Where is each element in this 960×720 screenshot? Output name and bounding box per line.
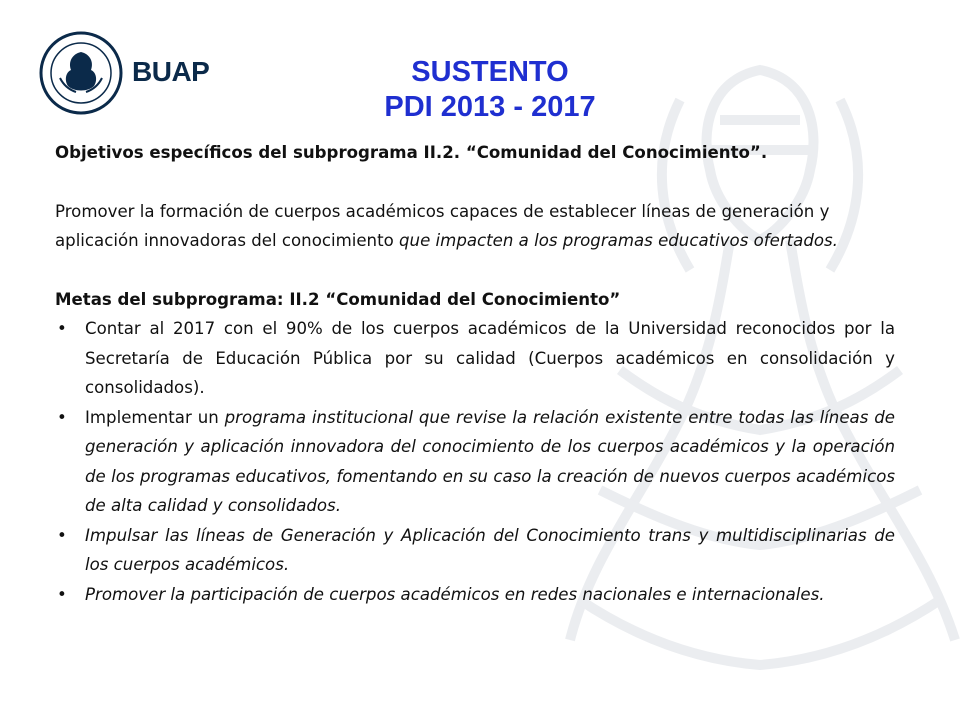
objectives-text: Promover la formación de cuerpos académicos capaces de establecer líneas de generación y aplicación innovadoras del conocimiento: [55, 201, 830, 250]
logo-wordmark: BUAP: [132, 56, 210, 87]
bullet-icon: •: [57, 319, 67, 338]
list-item: [55, 580, 895, 610]
objectives-text-italic: que impacten a los programas educativos ofertados.: [399, 231, 838, 250]
objectives-heading: Objetivos específicos del subprograma II.2. “Comunidad del Conocimiento”.: [55, 143, 768, 162]
list-item-text-italic: Impulsar las líneas de Generación y Aplicación del Conocimiento trans y multidisciplinarias de los cuerpos académicos.: [85, 525, 895, 574]
goals-heading: Metas del subprograma: II.2 “Comunidad del Conocimiento”: [55, 289, 621, 309]
bullet-icon: •: [57, 525, 67, 545]
list-item-text: Implementar un: [85, 407, 225, 427]
goals-list: [55, 314, 895, 609]
bullet-icon: •: [57, 407, 67, 427]
list-item: [55, 314, 895, 403]
list-item: [55, 521, 895, 580]
list-item-text-italic: Promover la participación de cuerpos académicos en redes nacionales e internacionales.: [85, 584, 825, 604]
bullet-icon: •: [57, 584, 67, 604]
objectives-paragraph: [55, 197, 895, 256]
list-item-text: Contar al 2017 con el 90% de los cuerpos académicos de la Universidad reconocidos por la Secretaría de Educación Pública por su calidad (Cuerpos académicos en consolidación y consolidados).: [85, 319, 895, 397]
slide-subtitle: PDI 2013 - 2017: [384, 91, 596, 123]
list-item: [55, 403, 895, 521]
slide-content: [55, 138, 895, 609]
slide-title: SUSTENTO: [411, 56, 569, 88]
list-item-text-italic: programa institucional que revise la relación existente entre todas las líneas de generación y aplicación innovadora del conocimiento de los cuerpos académicos y la operación de los programas educativos, fomentando en su caso la creación de nuevos cuerpos académicos de alta calidad y consolidados.: [85, 407, 895, 515]
